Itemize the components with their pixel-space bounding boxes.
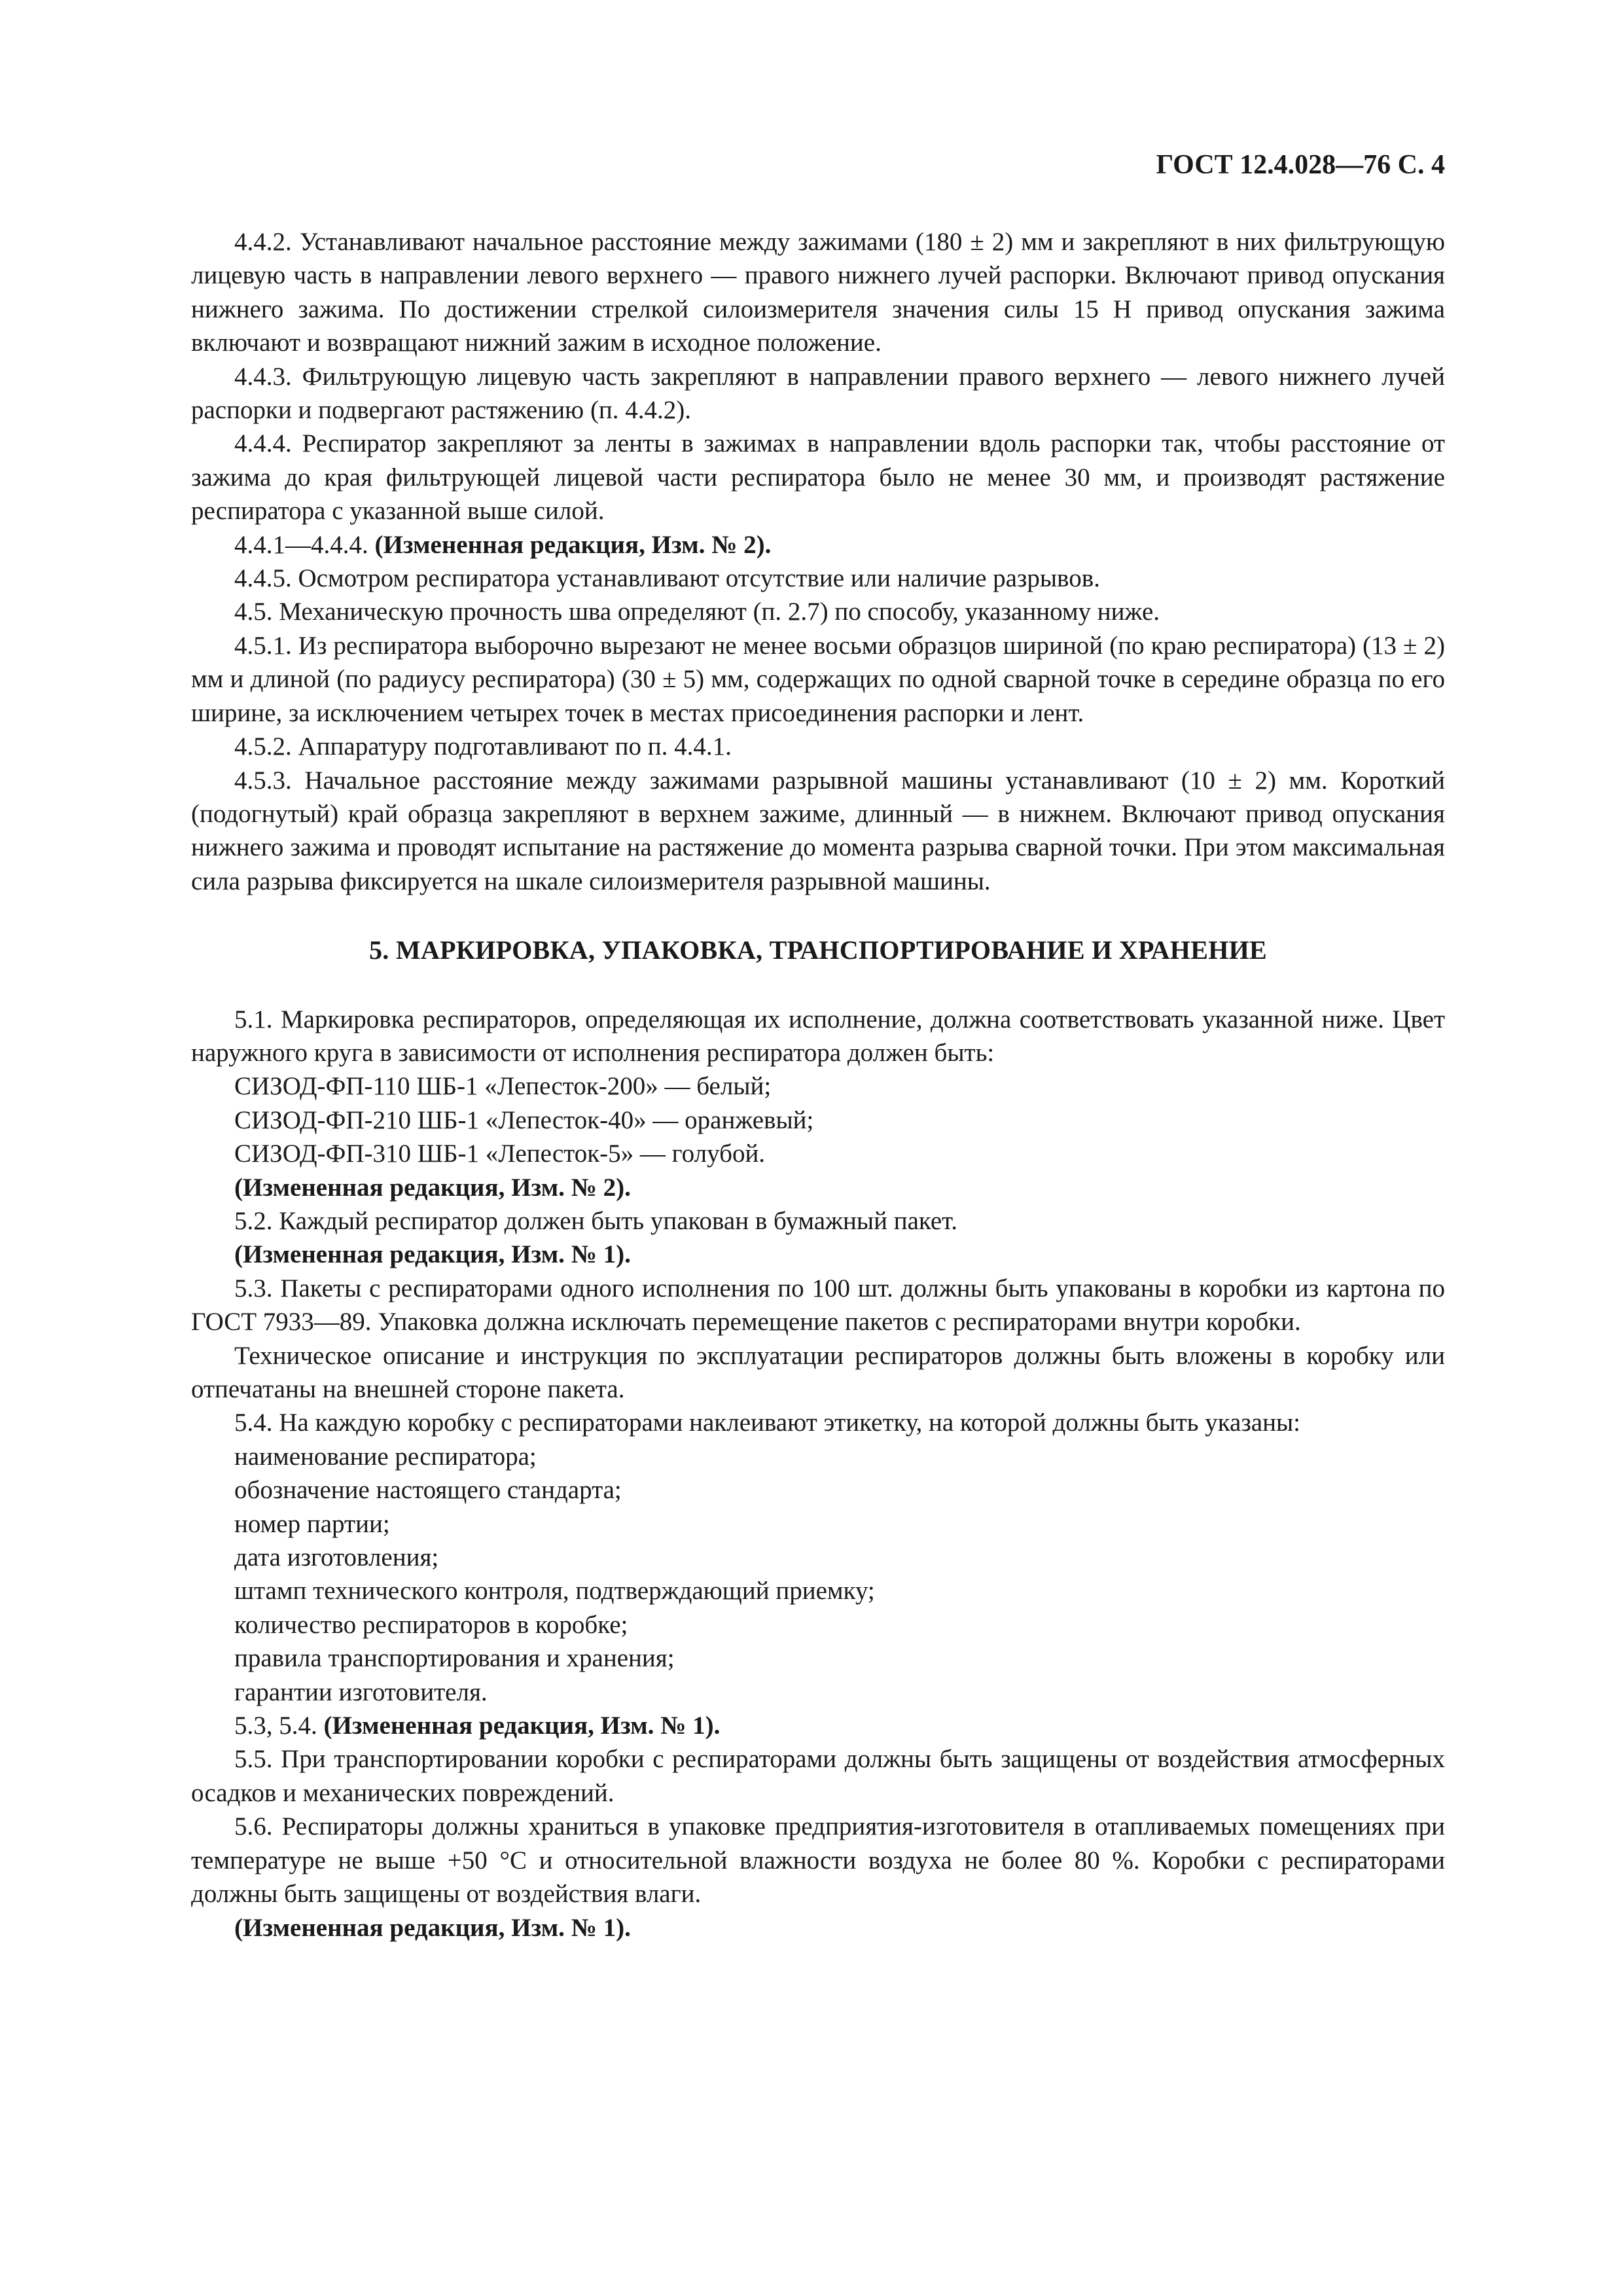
- paragraph-4-5-1: 4.5.1. Из респиратора выборочно вырезают не менее восьми образцов шириной (по краю респиратора) (13 ± 2) мм и длиной (по радиусу респиратора) (30 ± 5) мм, содержащих по одной сварной точке в середине образца по его ширине, за исключением четырех точек в местах присоединения распорки и лент.: [191, 631, 1445, 727]
- section-5-title: 5. МАРКИРОВКА, УПАКОВКА, ТРАНСПОРТИРОВАНИЕ И ХРАНЕНИЕ: [368, 935, 1267, 965]
- label-item: наименование респиратора;: [234, 1442, 537, 1471]
- amendment-note-5-6: (Измененная редакция, Изм. № 1).: [234, 1913, 631, 1942]
- paragraph-4-4-3: 4.4.3. Фильтрующую лицевую часть закрепляют в направлении правого верхнего — левого нижнего лучей распорки и подвергают растяжению (п. 4.4.2).: [191, 362, 1445, 425]
- amendment-note-4-4: [191, 528, 1445, 562]
- paragraph-4-4-5: 4.4.5. Осмотром респиратора устанавливают отсутствие или наличие разрывов.: [234, 564, 1100, 593]
- paragraph-4-5-3: 4.5.3. Начальное расстояние между зажимами разрывной машины устанавливают (10 ± 2) мм. Короткий (подогнутый) край образца закрепляют в верхнем зажиме, длинный — в нижнем. Включают привод опускания нижнего зажима и проводят испытание на растяжение до момента разрыва сварной точки. При этом максимальная сила разрыва фиксируется на шкале силоизмерителя разрывной машины.: [191, 766, 1445, 895]
- variant-item: СИЗОД-ФП-110 ШБ-1 «Лепесток-200» — белый;: [234, 1072, 772, 1101]
- paragraph-4-4-2: 4.4.2. Устанавливают начальное расстояние между зажимами (180 ± 2) мм и закрепляют в них фильтрующую лицевую часть в направлении левого верхнего — правого нижнего лучей распорки. Включают привод опускания нижнего зажима. По достижении стрелкой силоизмерителя значения силы 15 Н привод опускания зажима включают и возвращают нижний зажим в исходное положение.: [191, 228, 1445, 357]
- amendment-ref: 4.4.1—4.4.4.: [234, 530, 375, 559]
- paragraph-5-6: 5.6. Респираторы должны храниться в упаковке предприятия-изготовителя в отапливаемых помещениях при температуре не выше +50 °С и относительной влажности воздуха не более 80 %. Коробки с респираторами должны быть защищены от воздействия влаги.: [191, 1812, 1445, 1909]
- label-item: штамп технического контроля, подтверждающий приемку;: [234, 1577, 875, 1605]
- variant-item: СИЗОД-ФП-310 ШБ-1 «Лепесток-5» — голубой.: [234, 1139, 766, 1168]
- paragraph-5-2: 5.2. Каждый респиратор должен быть упакован в бумажный пакет.: [234, 1206, 958, 1235]
- page-header: ГОСТ 12.4.028—76 С. 4: [1156, 150, 1445, 180]
- variant-item: СИЗОД-ФП-210 ШБ-1 «Лепесток-40» — оранжевый;: [234, 1105, 814, 1134]
- label-item: количество респираторов в коробке;: [234, 1610, 628, 1639]
- paragraph-5-4: 5.4. На каждую коробку с респираторами наклеивают этикетку, на которой должны быть указаны:: [234, 1408, 1300, 1437]
- label-item: гарантии изготовителя.: [234, 1677, 488, 1706]
- amendment-note-5-2: (Измененная редакция, Изм. № 1).: [234, 1240, 631, 1269]
- label-item: дата изготовления;: [234, 1543, 439, 1572]
- amendment-label: (Измененная редакция, Изм. № 2).: [374, 530, 772, 559]
- label-item: номер партии;: [234, 1509, 390, 1538]
- paragraph-4-5-2: 4.5.2. Аппаратуру подготавливают по п. 4.4.1.: [234, 732, 732, 761]
- paragraph-4-4-4: 4.4.4. Респиратор закрепляют за ленты в зажимах в направлении вдоль распорки так, чтобы расстояние от зажима до края фильтрующей лицевой части респиратора было не менее 30 мм, и производят растяжение респиратора с указанной выше силой.: [191, 429, 1445, 526]
- label-item: правила транспортирования и хранения;: [234, 1644, 675, 1673]
- amendment-note-5-3-5-4: [191, 1709, 1445, 1742]
- label-item: обозначение настоящего стандарта;: [234, 1476, 622, 1505]
- amendment-label: (Измененная редакция, Изм. № 1).: [323, 1712, 721, 1740]
- paragraph-5-3-continued: Техническое описание и инструкция по эксплуатации респираторов должны быть вложены в коробку или отпечатаны на внешней стороне пакета.: [191, 1341, 1445, 1403]
- paragraph-4-5: 4.5. Механическую прочность шва определяют (п. 2.7) по способу, указанному ниже.: [234, 598, 1160, 626]
- document-body: [191, 225, 1445, 1945]
- paragraph-5-5: 5.5. При транспортировании коробки с респираторами должны быть защищены от воздействия атмосферных осадков и механических повреждений.: [191, 1745, 1445, 1807]
- paragraph-5-1: 5.1. Маркировка респираторов, определяющая их исполнение, должна соответствовать указанной ниже. Цвет наружного круга в зависимости от исполнения респиратора должен быть:: [191, 1005, 1445, 1067]
- paragraph-5-3: 5.3. Пакеты с респираторами одного исполнения по 100 шт. должны быть упакованы в коробки из картона по ГОСТ 7933—89. Упаковка должна исключать перемещение пакетов с респираторами внутри коробки.: [191, 1274, 1445, 1336]
- amendment-ref: 5.3, 5.4.: [234, 1712, 324, 1740]
- amendment-note-5-1: (Измененная редакция, Изм. № 2).: [234, 1173, 631, 1202]
